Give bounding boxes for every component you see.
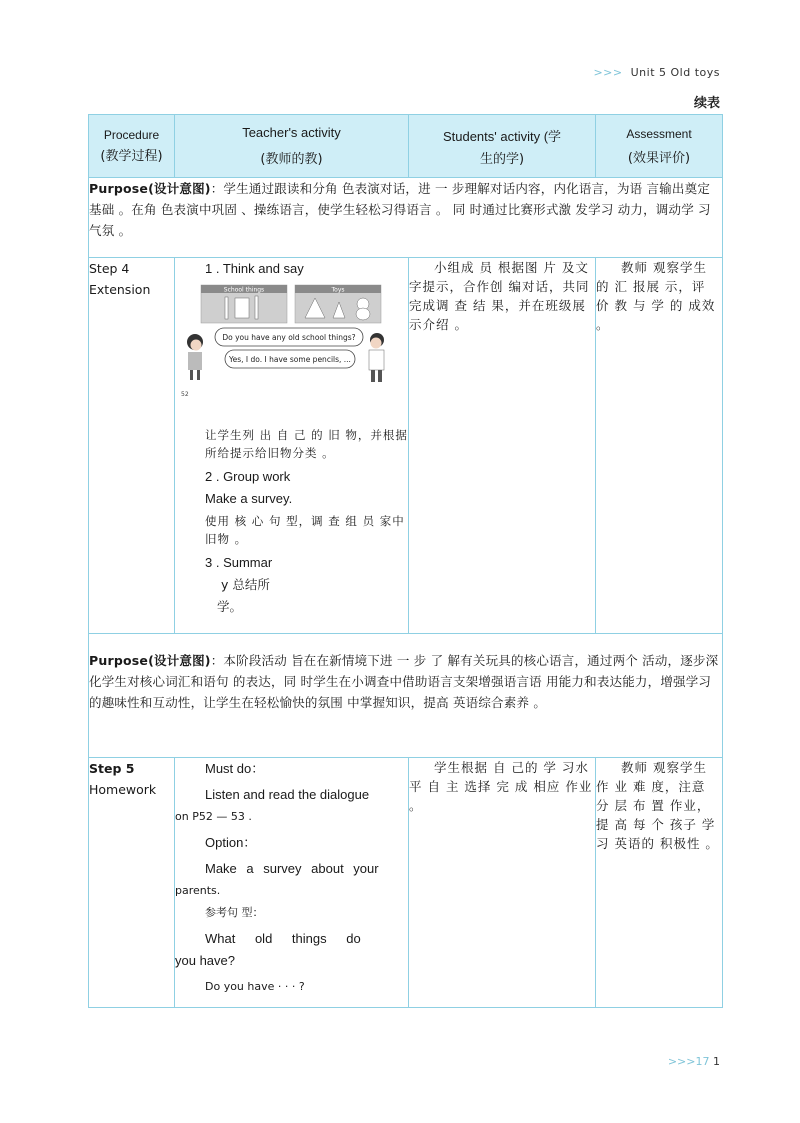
unit-title: Unit 5 Old toys — [630, 66, 720, 79]
step4-label-cell — [89, 258, 175, 634]
teddy-bear-body-icon — [356, 308, 370, 320]
summary-line-1: 3 . Summar — [205, 555, 273, 570]
notebook-icon — [235, 298, 249, 318]
header-procedure — [89, 115, 175, 178]
survey-line-1: Make a survey about your — [205, 861, 379, 876]
summary-line-3: 学。 — [217, 599, 243, 614]
procedure-cn: (教学过程) — [100, 149, 163, 164]
group-work-note: 使用 核 心 句 型，调 查 组 员 家中 旧物 。 — [205, 514, 405, 546]
assessment-cn: (效果评价) — [627, 150, 691, 166]
step5-label-cell — [89, 758, 175, 1008]
girl-face-icon — [191, 340, 202, 351]
boy-face-icon — [371, 338, 382, 349]
lesson-table — [88, 114, 723, 1008]
step4-students-text: 小组成 员 根据图 片 及文字提示，合作创 编对话，共同 完成调 查 结 果，并在班级展示介绍 。 — [409, 260, 590, 332]
assessment-en: Assessment — [626, 126, 692, 141]
question-line-2: you have? — [175, 953, 235, 968]
teacher-cn: (教师的教) — [260, 152, 323, 167]
step4-assessment-text: 教师 观察学生 的 汇 报展 示，评 价 教 与 学 的 成效 。 — [596, 260, 716, 332]
make-a-survey: Make a survey. — [205, 491, 293, 506]
page-suffix: 1 — [713, 1055, 720, 1068]
header-teacher — [175, 115, 409, 178]
purpose-label-2: Purpose(设计意图) — [89, 653, 211, 668]
think-and-say-note: 让学生列 出 自 己 的 旧 物，并根据所给提示给旧物分类 。 — [205, 428, 408, 460]
think-and-say-illustration — [179, 282, 391, 400]
answer-bubble-text: Yes, I do. I have some pencils, ... — [229, 355, 351, 364]
think-and-say: 1 . Think and say — [205, 261, 304, 276]
girl-leg-right-icon — [197, 370, 200, 380]
purpose-cell-1 — [89, 178, 723, 258]
header-assessment — [596, 115, 723, 178]
step5-teacher-cell — [175, 758, 409, 1008]
step4-assessment-cell — [596, 258, 723, 634]
toys-label: Toys — [331, 286, 345, 294]
purpose-label-1: Purpose(设计意图) — [89, 181, 211, 196]
listen-line-1: Listen and read the dialogue — [205, 787, 370, 802]
step4-title: Step 4 — [89, 261, 130, 276]
boy-body-icon — [369, 350, 384, 370]
question-bubble-text: Do you have any old school things? — [222, 333, 356, 342]
ruler-icon — [255, 296, 258, 319]
group-work: 2 . Group work — [205, 469, 291, 484]
boy-leg-right-icon — [378, 370, 382, 382]
must-do: Must do： — [205, 761, 265, 776]
step4-teacher-cell — [175, 258, 409, 634]
students-cn: 生的学) — [479, 151, 525, 167]
illustration-svg — [179, 282, 391, 400]
teacher-en: Teacher's activity — [242, 125, 341, 140]
footer-arrows: >>> — [667, 1055, 696, 1068]
girl-body-icon — [188, 352, 202, 370]
step4-row — [89, 258, 723, 634]
survey-line-2: parents. — [175, 884, 221, 897]
purpose-text-2: ：本阶段活动 旨在在新情境下进 一 步 了 解有关玩具的核心语言，通过两个 活动，逐步深化学生对核心词汇和语句 的表达，同 时学生在小调查中借助语言支架增强语言语 用能力和表达能力，增强学习 的趣味性和互动性，让学生在轻松愉快的氛围 中掌握知识，提高 英语综合素养 。 — [89, 653, 719, 710]
purpose-row-2 — [89, 634, 723, 758]
option-label: Option： — [205, 835, 257, 850]
step5-title: Step 5 — [89, 761, 135, 776]
procedure-en: Procedure — [103, 128, 160, 142]
step5-students-text: 学生根据 自 己的 学 习水平 自 主 选择 完 成 相应 作业 。 — [409, 760, 593, 813]
purpose-row-1 — [89, 178, 723, 258]
continued-label: 续表 — [693, 96, 720, 111]
question-line-1: What old things do — [205, 931, 361, 946]
header-students — [409, 115, 596, 178]
step5-name: Homework — [89, 782, 157, 797]
pencil-icon — [225, 297, 228, 319]
step5-assessment-text: 教师 观察学生 作 业 难 度，注意 分 层 布 置 作业，提 高 每 个 孩子 学 习 英语的 积极性 。 — [596, 760, 719, 851]
unit-header — [593, 66, 720, 79]
illustration-page-number: 52 — [181, 391, 189, 398]
school-things-label: School things — [223, 286, 265, 294]
summary-line-2: y 总结所 — [221, 577, 270, 592]
boy-leg-left-icon — [371, 370, 375, 382]
table-header-row — [89, 115, 723, 178]
reference-label: 参考句 型： — [205, 906, 264, 919]
step4-name: Extension — [89, 282, 151, 297]
page-footer — [668, 1055, 720, 1068]
purpose-cell-2 — [89, 634, 723, 758]
question-2: Do you have · · · ? — [205, 980, 305, 993]
step5-assessment-cell — [596, 758, 723, 1008]
step5-row — [89, 758, 723, 1008]
step4-students-cell — [409, 258, 596, 634]
header-arrows: >>> — [593, 66, 623, 79]
girl-leg-left-icon — [190, 370, 193, 380]
students-en: Students' activity (学 — [442, 128, 562, 144]
purpose-text-1: ：学生通过跟读和分角 色表演对话，进 一 步理解对话内容，内化语言，为语 言输出奠定基础 。在角 色表演中巩固 、操练语言，使学生轻松习得语言 。 同 时通过比赛形式激 发学习 动力，调动学 习 气氛 。 — [89, 181, 711, 238]
step5-students-cell — [409, 758, 596, 1008]
listen-line-2: on P52 — 53 . — [175, 810, 252, 823]
page-number: 17 — [695, 1055, 710, 1068]
